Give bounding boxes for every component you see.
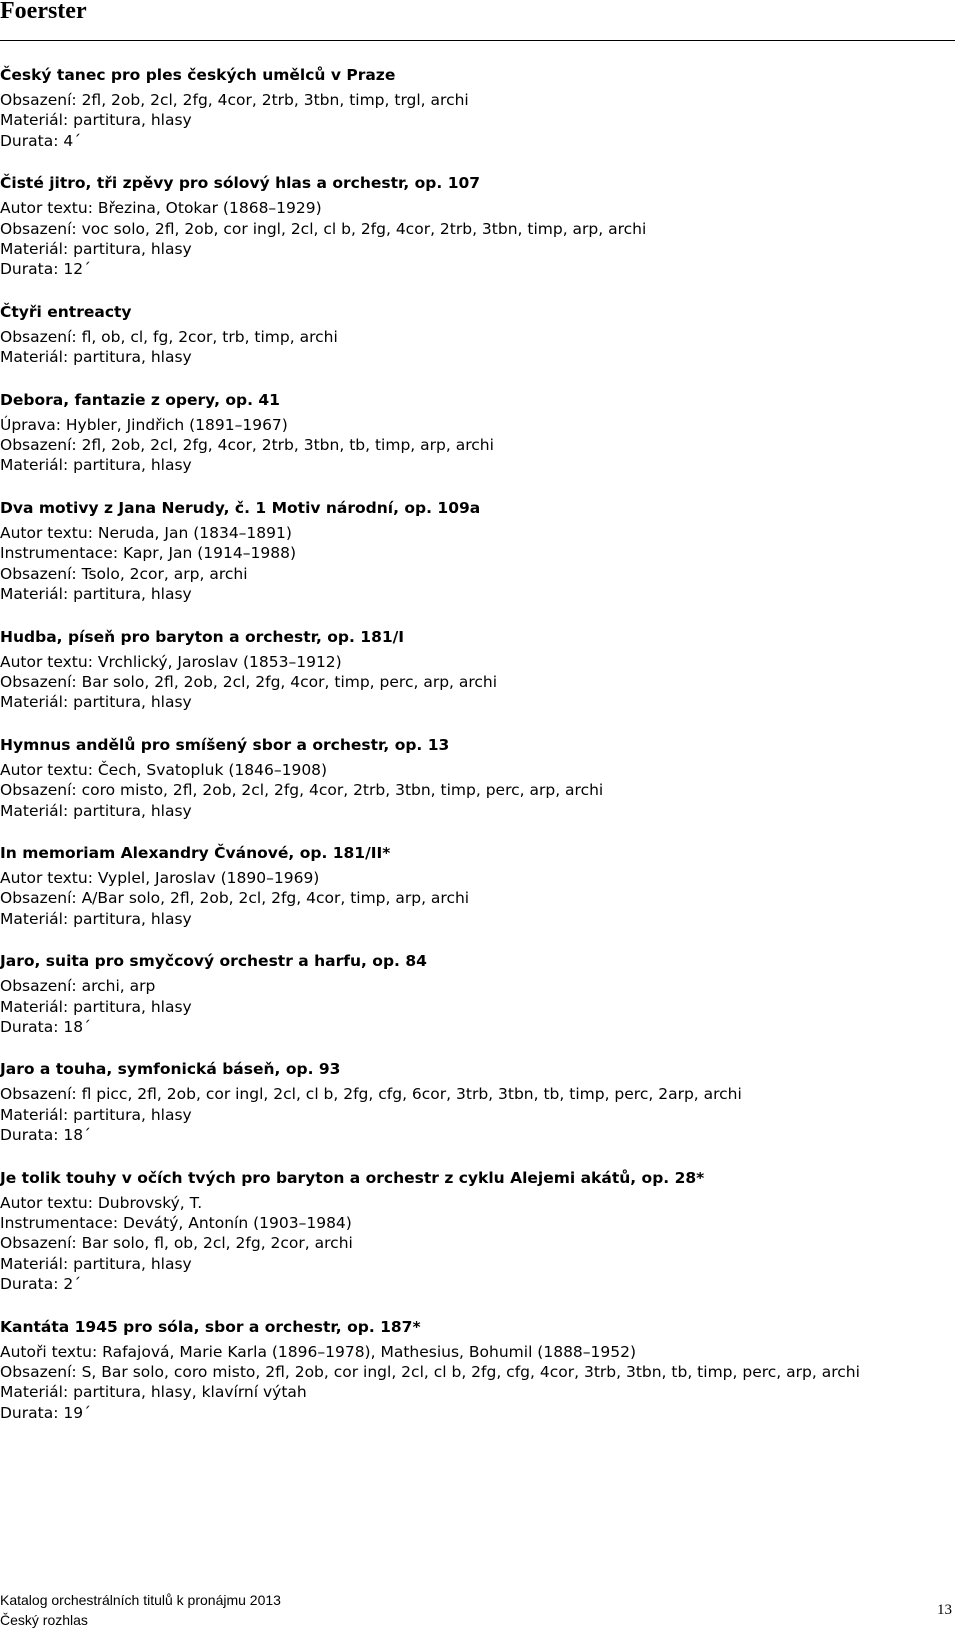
entry-title: Debora, fantazie z opery, op. 41: [0, 390, 280, 409]
entry-detail-line: Obsazení: Bar solo, 2fl, 2ob, 2cl, 2fg, 4cor, timp, perc, arp, archi: [0, 672, 498, 691]
entry-detail-line: Materiál: partitura, hlasy, klavírní výtah: [0, 1383, 307, 1402]
header-divider: [0, 40, 955, 41]
entry-detail-line: Obsazení: 2fl, 2ob, 2cl, 2fg, 4cor, 2trb, 3tbn, timp, trgl, archi: [0, 91, 469, 109]
entry-detail-line: Autor textu: Čech, Svatopluk (1846–1908): [0, 760, 328, 779]
entry-detail-line: Durata: 19´: [0, 1403, 91, 1422]
entry-title: Hymnus andělů pro smíšený sbor a orchestr, op. 13: [0, 735, 450, 754]
entry-detail-line: Autor textu: Dubrovský, T.: [0, 1193, 203, 1212]
entry-detail-line: Materiál: partitura, hlasy: [0, 585, 192, 604]
entry-detail-line: Materiál: partitura, hlasy: [0, 1105, 192, 1124]
entry-detail-line: Materiál: partitura, hlasy: [0, 693, 192, 712]
entry-detail-line: Durata: 18´: [0, 1126, 91, 1145]
entry-detail-line: Materiál: partitura, hlasy: [0, 111, 192, 130]
entry-detail-line: Materiál: partitura, hlasy: [0, 909, 192, 928]
entry-detail-line: Autor textu: Vrchlický, Jaroslav (1853–1912): [0, 652, 342, 671]
entry-detail-line: Materiál: partitura, hlasy: [0, 240, 192, 259]
entry-title: Čisté jitro, tři zpěvy pro sólový hlas a orchestr, op. 107: [0, 174, 481, 193]
entry-detail-line: Materiál: partitura, hlasy: [0, 1254, 192, 1273]
entry-detail-line: Obsazení: fl, ob, cl, fg, 2cor, trb, timp, archi: [0, 327, 338, 346]
catalog-entry: [0, 1317, 955, 1424]
entry-title: Kantáta 1945 pro sóla, sbor a orchestr, op. 187*: [0, 1317, 421, 1336]
entry-title: Hudba, píseň pro baryton a orchestr, op. 181/I: [0, 627, 405, 646]
entry-detail-line: Obsazení: voc solo, 2fl, 2ob, cor ingl, 2cl, cl b, 2fg, 4cor, 2trb, 3tbn, timp, arp, archi: [0, 219, 647, 238]
entry-detail-line: Obsazení: Bar solo, fl, ob, 2cl, 2fg, 2cor, archi: [0, 1234, 353, 1253]
entry-detail-line: Autor textu: Neruda, Jan (1834–1891): [0, 523, 292, 542]
entry-detail-line: Obsazení: coro misto, 2fl, 2ob, 2cl, 2fg, 4cor, 2trb, 3tbn, timp, perc, arp, archi: [0, 781, 604, 800]
catalog-entries: [0, 65, 955, 1445]
entry-detail-line: Materiál: partitura, hlasy: [0, 456, 192, 475]
catalog-entry: [0, 498, 955, 605]
catalog-entry: [0, 302, 955, 368]
entry-detail-line: Durata: 2´: [0, 1275, 81, 1294]
entry-title: In memoriam Alexandry Čvánové, op. 181/II*: [0, 843, 391, 862]
entry-detail-line: Obsazení: fl picc, 2fl, 2ob, cor ingl, 2cl, cl b, 2fg, cfg, 6cor, 3trb, 3tbn, tb, timp, perc, 2arp, archi: [0, 1085, 742, 1104]
entry-detail-line: Úprava: Hybler, Jindřich (1891–1967): [0, 415, 288, 434]
footer-publisher: Český rozhlas: [0, 1612, 88, 1628]
catalog-entry: [0, 735, 955, 821]
catalog-entry: [0, 65, 955, 151]
entry-detail-line: Obsazení: Tsolo, 2cor, arp, archi: [0, 564, 248, 583]
entry-title: Český tanec pro ples českých umělců v Praze: [0, 66, 396, 84]
entry-detail-line: Autor textu: Březina, Otokar (1868–1929): [0, 199, 322, 218]
entry-detail-line: Autoři textu: Rafajová, Marie Karla (1896–1978), Mathesius, Bohumil (1888–1952): [0, 1342, 637, 1361]
footer: [0, 1590, 281, 1630]
entry-detail-line: Materiál: partitura, hlasy: [0, 348, 192, 367]
catalog-entry: [0, 1168, 955, 1295]
catalog-entry: [0, 1059, 955, 1145]
entry-detail-line: Obsazení: 2fl, 2ob, 2cl, 2fg, 4cor, 2trb, 3tbn, tb, timp, arp, archi: [0, 436, 494, 455]
catalog-entry: [0, 390, 955, 476]
entry-title: Dva motivy z Jana Nerudy, č. 1 Motiv národní, op. 109a: [0, 498, 481, 517]
entry-detail-line: Instrumentace: Devátý, Antonín (1903–1984): [0, 1214, 352, 1232]
catalog-entry: [0, 173, 955, 280]
entry-title: Čtyři entreacty: [0, 302, 132, 321]
entry-detail-line: Autor textu: Vyplel, Jaroslav (1890–1969): [0, 868, 320, 887]
entry-detail-line: Materiál: partitura, hlasy: [0, 997, 192, 1016]
page-title: Foerster: [0, 0, 87, 24]
entry-detail-line: Obsazení: S, Bar solo, coro misto, 2fl, 2ob, cor ingl, 2cl, cl b, 2fg, cfg, 4cor, 3trb, 3tbn, tb, timp, perc, arp, archi: [0, 1363, 860, 1382]
entry-detail-line: Durata: 4´: [0, 131, 81, 150]
entry-title: Jaro, suita pro smyčcový orchestr a harfu, op. 84: [0, 952, 427, 971]
footer-catalog-name: Katalog orchestrálních titulů k pronájmu 2013: [0, 1592, 281, 1608]
entry-detail-line: Obsazení: archi, arp: [0, 977, 156, 996]
entry-detail-line: Obsazení: A/Bar solo, 2fl, 2ob, 2cl, 2fg, 4cor, timp, arp, archi: [0, 889, 470, 908]
entry-title: Je tolik touhy v očích tvých pro baryton a orchestr z cyklu Alejemi akátů, op. 28*: [0, 1168, 705, 1187]
entry-title: Jaro a touha, symfonická báseň, op. 93: [0, 1060, 341, 1079]
catalog-entry: [0, 843, 955, 929]
entry-detail-line: Durata: 18´: [0, 1017, 91, 1036]
catalog-entry: [0, 627, 955, 713]
page-number: 13: [937, 1602, 952, 1618]
catalog-entry: [0, 951, 955, 1037]
entry-detail-line: Instrumentace: Kapr, Jan (1914–1988): [0, 544, 296, 563]
entry-detail-line: Durata: 12´: [0, 260, 91, 279]
entry-detail-line: Materiál: partitura, hlasy: [0, 801, 192, 820]
